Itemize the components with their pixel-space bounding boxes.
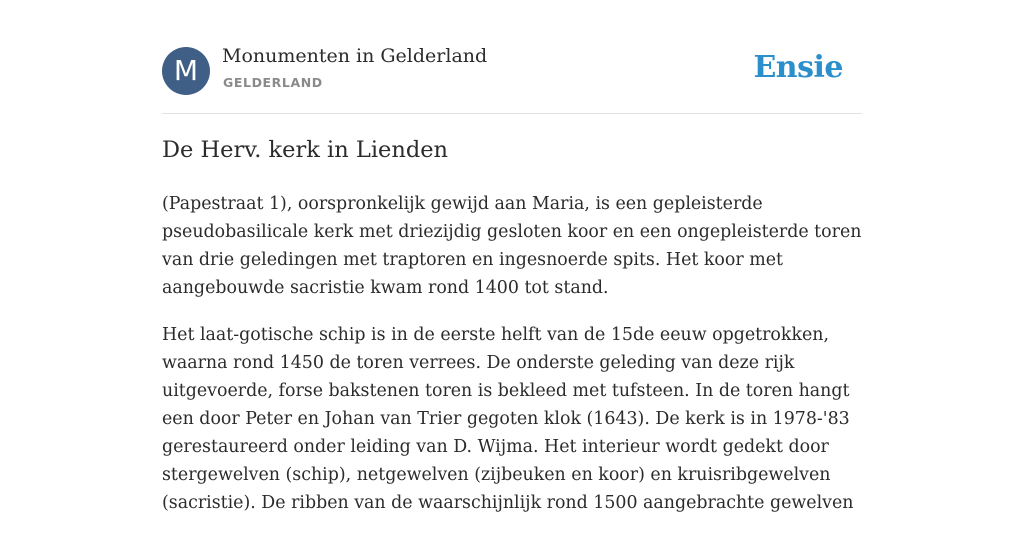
site-header: [162, 0, 862, 114]
article-paragraph: Het laat-gotische schip is in de eerste helft van de 15de eeuw opgetrokken, waarna rond 1450 de toren verrees. De onderste geleding van deze rijk uitgevoerde, forse bakstenen toren is bekleed met tufsteen. In de toren hangt een door Peter en Johan van Trier gegoten klok (1643). De kerk is in 1978-'83 gerestaureerd onder leiding van D. Wijma. Het interieur wordt gedekt door stergewelven (schip), netgewelven (zijbeuken en koor) en kruisribgewelven (sacristie). De ribben van de waarschijnlijk rond 1500 aangebrachte gewelven: [162, 325, 854, 513]
page-container: [162, 0, 862, 513]
article-paragraph: (Papestraat 1), oorspronkelijk gewijd aan Maria, is een gepleisterde pseudobasilicale kerk met driezijdig gesloten koor en een ongepleisterde toren van drie geledingen met traptoren en ingesnoerde spits. Het koor met aangebouwde sacristie kwam rond 1400 tot stand.: [162, 194, 862, 298]
article-title: De Herv. kerk in Lienden: [162, 137, 449, 163]
article-body: [162, 190, 862, 536]
site-category-link[interactable]: GELDERLAND: [223, 75, 323, 90]
site-avatar[interactable]: M: [162, 47, 210, 95]
ensie-logo[interactable]: Ensie: [753, 50, 843, 85]
site-title-link[interactable]: Monumenten in Gelderland: [222, 45, 488, 67]
